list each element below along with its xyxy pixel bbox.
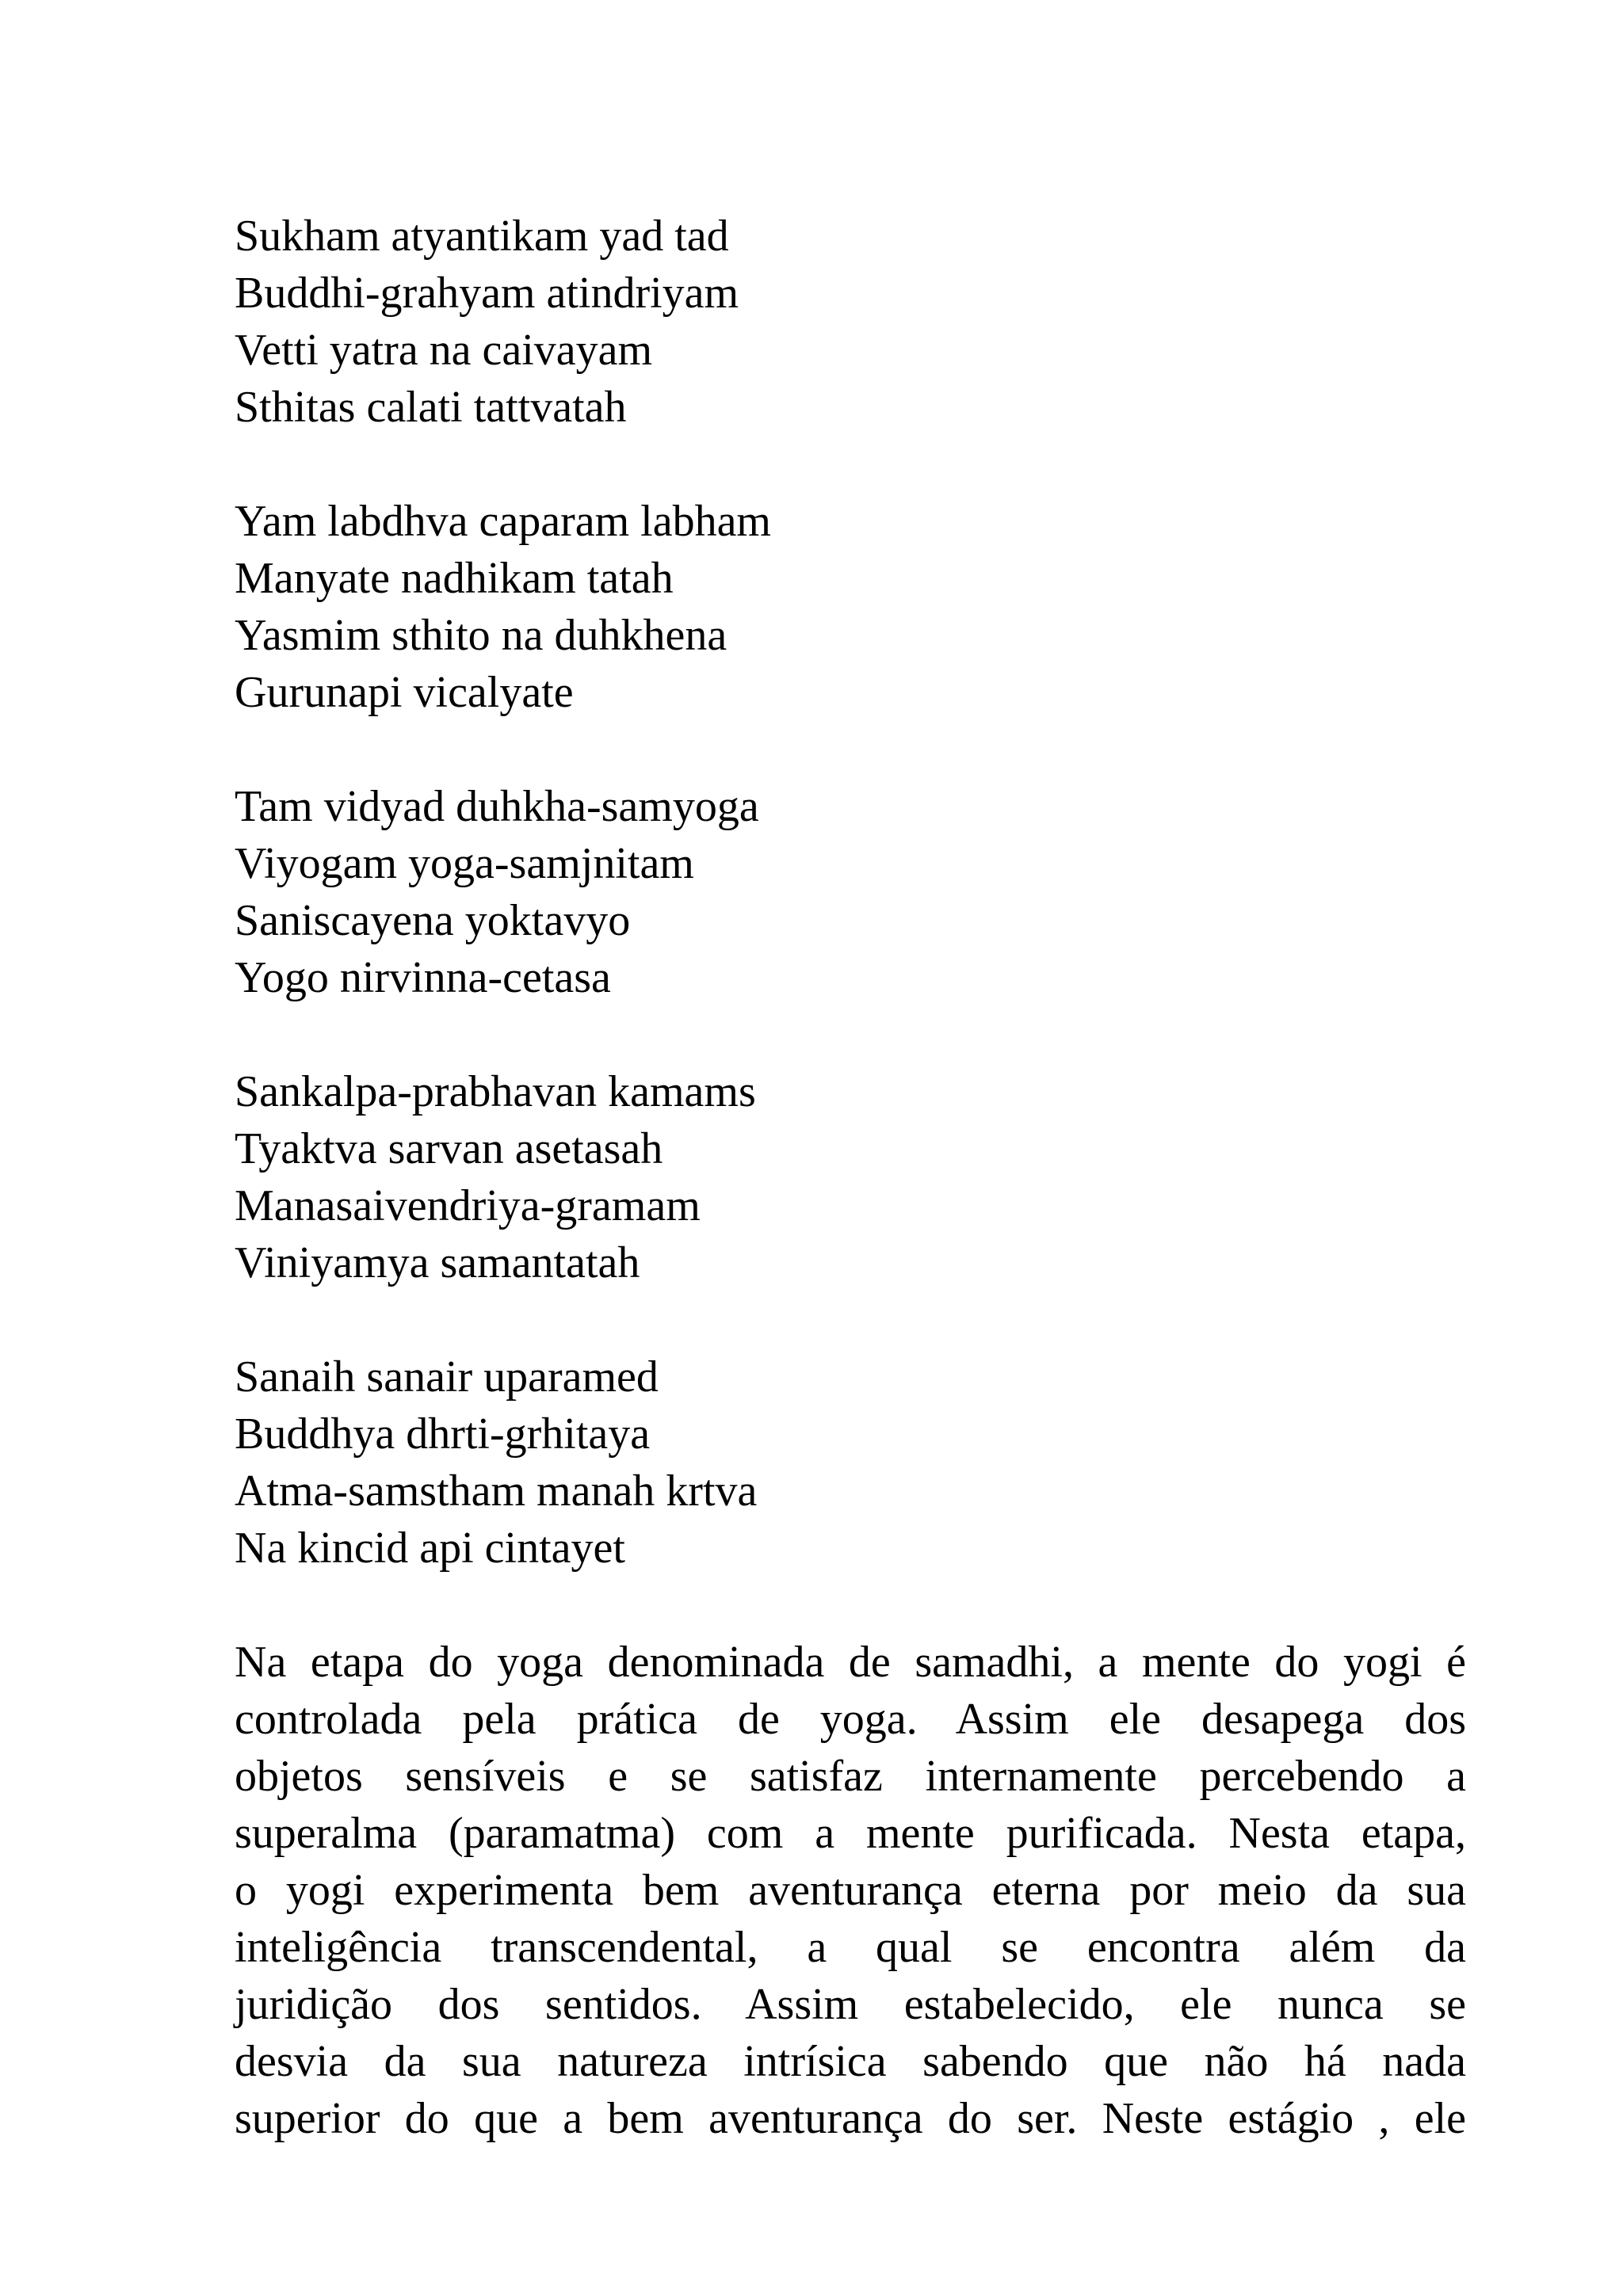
verse-line: Vetti yatra na caivayam	[235, 326, 653, 375]
paragraph-line: inteligência transcendental, a qual se encontra além da	[235, 1923, 1466, 1972]
verse-line: Manyate nadhikam tatah	[235, 554, 674, 603]
verse-stanza-2	[235, 493, 1466, 721]
verse-line: Yam labdhva caparam labham	[235, 497, 771, 546]
paragraph-line: superalma (paramatma) com a mente purificada. Nesta etapa,	[235, 1809, 1466, 1858]
verse-line: Viniyamya samantatah	[235, 1238, 640, 1287]
verse-line: Na kincid api cintayet	[235, 1524, 625, 1573]
verse-line: Gurunapi vicalyate	[235, 668, 574, 717]
page-content	[235, 208, 1466, 2147]
verse-line: Sthitas calati tattvatah	[235, 383, 627, 432]
verse-stanza-5	[235, 1348, 1466, 1577]
commentary-paragraph	[235, 1634, 1466, 2147]
verse-stanza-3	[235, 778, 1466, 1006]
verse-line: Yogo nirvinna-cetasa	[235, 953, 611, 1002]
paragraph-line: controlada pela prática de yoga. Assim ele desapega dos	[235, 1695, 1466, 1744]
verse-line: Buddhya dhrti-grhitaya	[235, 1409, 651, 1459]
paragraph-line: desvia da sua natureza intrísica sabendo que não há nada	[235, 2037, 1466, 2086]
verse-stanza-1	[235, 208, 1466, 436]
paragraph-line: superior do que a bem aventurança do ser. Neste estágio , ele	[235, 2094, 1466, 2143]
verse-line: Viyogam yoga-samjnitam	[235, 839, 694, 888]
verse-line: Tyaktva sarvan asetasah	[235, 1124, 663, 1173]
verse-line: Sankalpa-prabhavan kamams	[235, 1067, 756, 1116]
verse-line: Sukham atyantikam yad tad	[235, 212, 729, 261]
verse-line: Atma-samstham manah krtva	[235, 1466, 758, 1516]
verse-line: Saniscayena yoktavyo	[235, 896, 631, 945]
paragraph-line: Na etapa do yoga denominada de samadhi, a mente do yogi é	[235, 1638, 1466, 1687]
verse-line: Manasaivendriya-gramam	[235, 1181, 701, 1230]
verse-line: Sanaih sanair uparamed	[235, 1352, 659, 1402]
paragraph-line: juridição dos sentidos. Assim estabelecido, ele nunca se	[235, 1980, 1466, 2029]
verse-line: Yasmim sthito na duhkhena	[235, 611, 727, 660]
paragraph-line: objetos sensíveis e se satisfaz internamente percebendo a	[235, 1752, 1466, 1801]
verse-line: Tam vidyad duhkha-samyoga	[235, 782, 759, 831]
verse-stanza-4	[235, 1063, 1466, 1291]
verse-line: Buddhi-grahyam atindriyam	[235, 269, 739, 318]
paragraph-line: o yogi experimenta bem aventurança eterna por meio da sua	[235, 1866, 1466, 1915]
